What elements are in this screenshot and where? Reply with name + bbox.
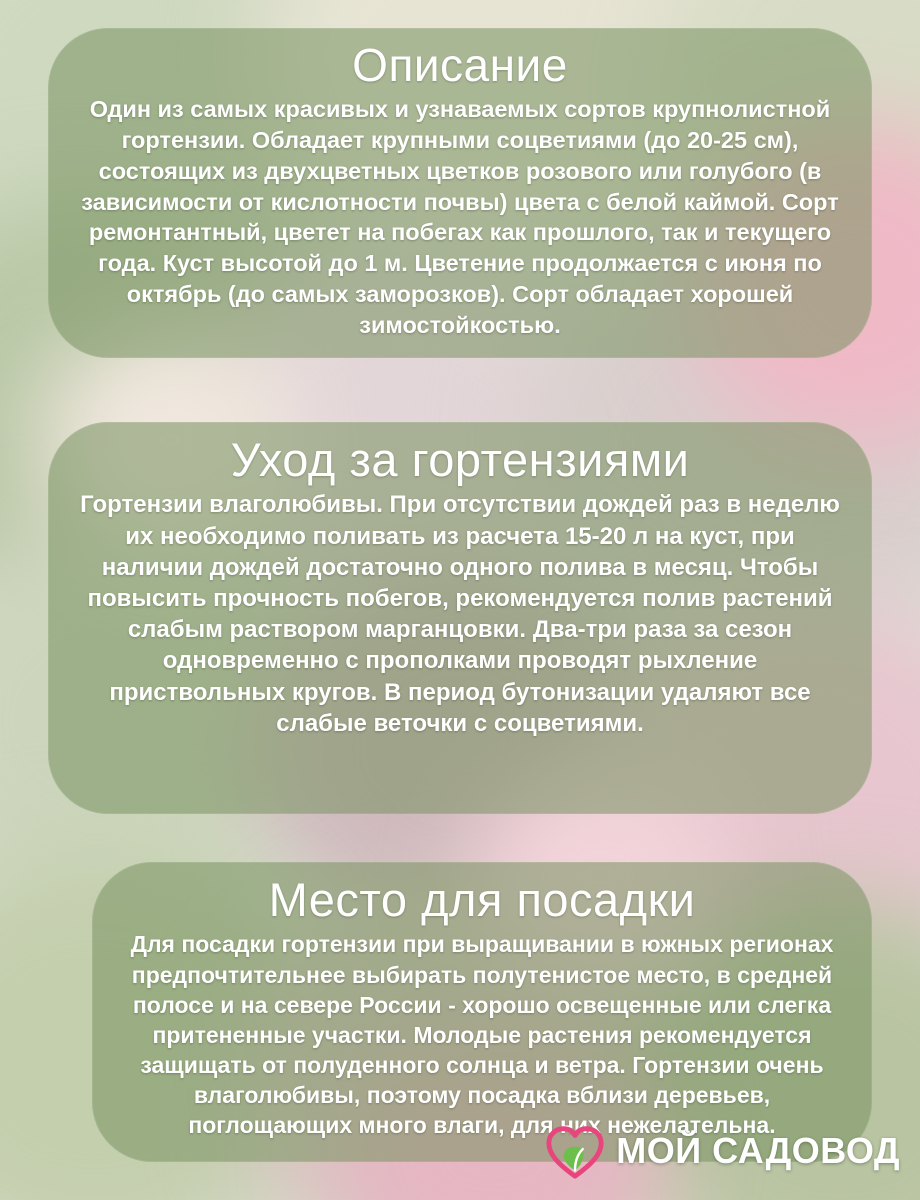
section-card-care xyxy=(48,422,872,814)
section-body-care: Гортензии влаголюбивы. При отсутствии дождей раз в неделю их необходимо поливать из расчета 15-20 л на куст, при наличии дождей достаточно одного полива в месяц. Чтобы повысить прочность побегов, рекомендуется полив растений слабым раствором марганцовки. Два-три раза за сезон одновременно с прополками проводят рыхление приствольных кругов. В период бутонизации удаляют все слабые веточки с соцветиями. xyxy=(80,491,840,737)
heart-leaf-logo-icon xyxy=(544,1120,606,1182)
section-body-description: Один из самых красивых и узнаваемых сортов крупнолистной гортензии. Обладает крупными соцветиями (до 20-25 см), состоящих из двухцветных цветков розового или голубого (в зависимости от кислотности почвы) цвета с белой каймой. Сорт ремонтантный, цветет на побегах как прошлого, так и текущего года. Куст высотой до 1 м. Цветение продолжается с июня по октябрь (до самых заморозков). Сорт обладает хорошей зимостойкостью. xyxy=(81,96,839,338)
section-title-description: Описание xyxy=(352,39,568,91)
section-card-place xyxy=(92,862,872,1162)
section-title-care: Уход за гортензиями xyxy=(230,433,690,486)
watermark-logo xyxy=(544,1120,900,1182)
section-title-place: Место для посадки xyxy=(268,873,696,926)
watermark-text: МОЙ САДОВОД xyxy=(616,1130,900,1171)
section-card-description xyxy=(48,28,872,358)
section-body-place: Для посадки гортензии при выращивании в южных регионах предпочтительнее выбирать полутенистое место, в средней полосе и на севере России - хорошо освещенные или слегка притененные участки. Молодые растения рекомендуется защищать от полуденного солнца и ветра. Гортензии очень влаголюбивы, поэтому посадка вблизи деревьев, поглощающих много влаги, для них нежелательна. xyxy=(130,931,834,1139)
